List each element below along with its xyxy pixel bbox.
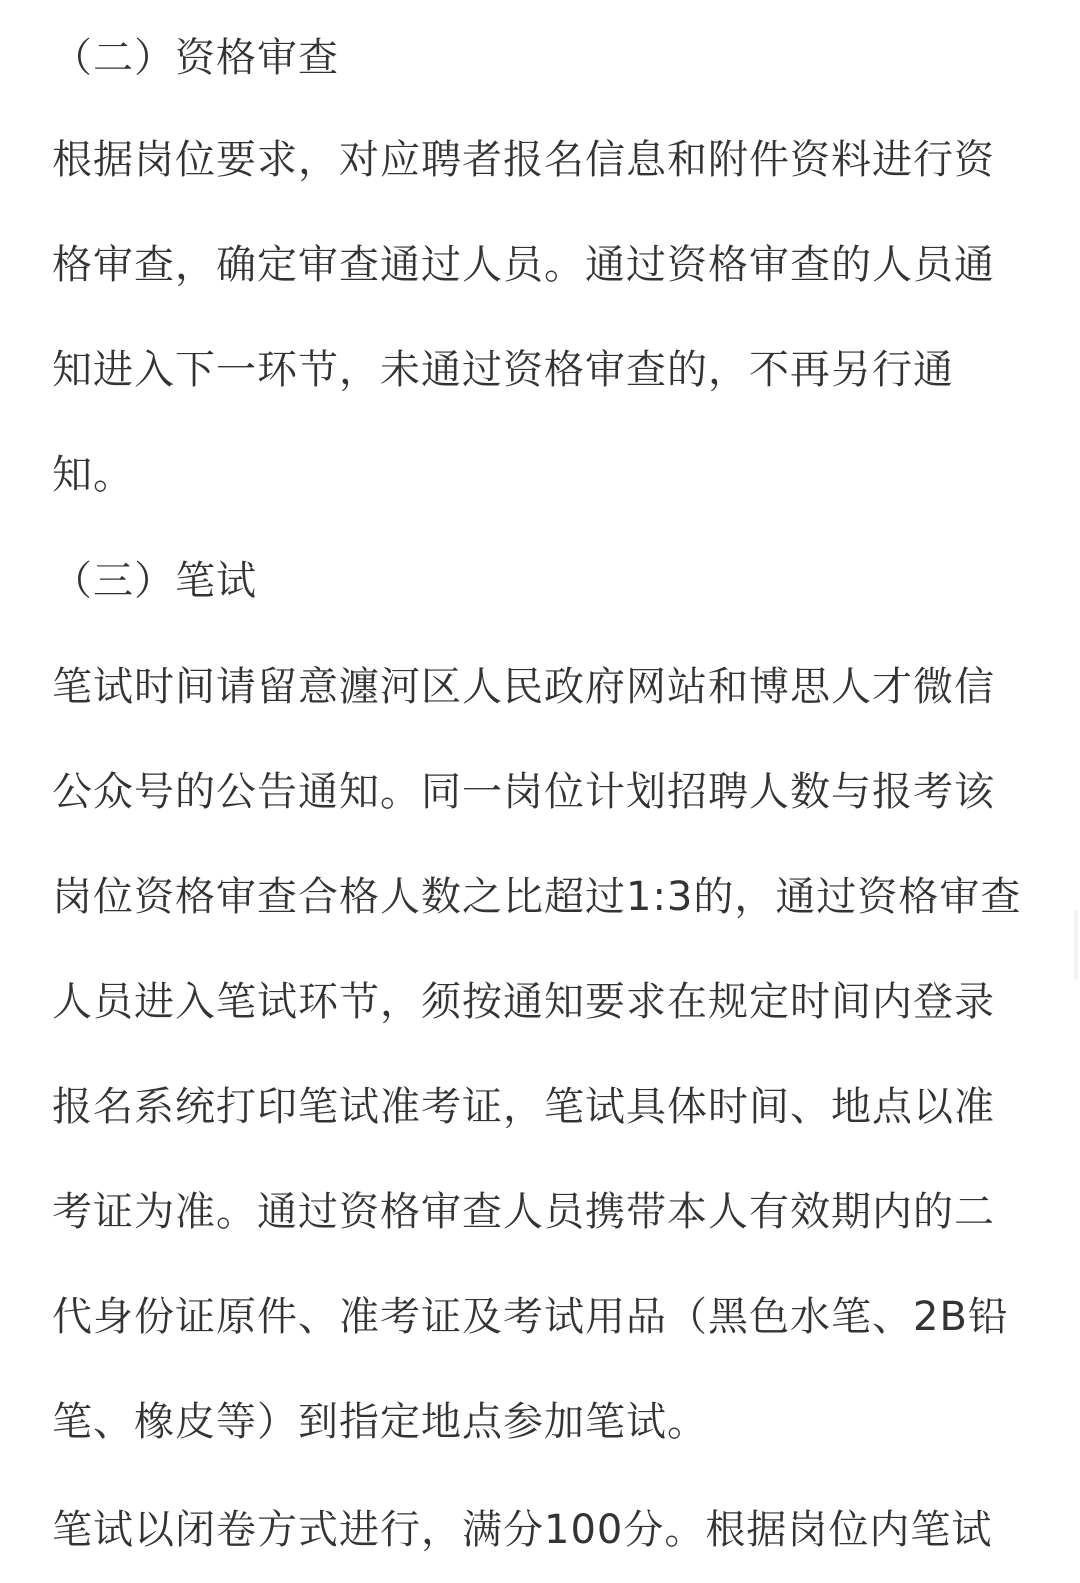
paragraph-line: 笔试以闭卷方式进行，满分100分。根据岗位内笔试 <box>52 1507 993 1553</box>
paragraph-written-exam <box>52 635 1042 1475</box>
paragraph-line: 笔、橡皮等）到指定地点参加笔试。 <box>52 1399 708 1445</box>
paragraph-line: 考证为准。通过资格审查人员携带本人有效期内的二 <box>52 1189 995 1235</box>
scrollbar-thumb[interactable] <box>1074 910 1078 980</box>
paragraph-line: 代身份证原件、准考证及考试用品（黑色水笔、2B铅 <box>52 1294 1009 1340</box>
paragraph-line: 知进入下一环节，未通过资格审查的，不再另行通 <box>52 347 954 393</box>
paragraph-line: 根据岗位要求，对应聘者报名信息和附件资料进行资 <box>52 137 995 183</box>
paragraph-line: 笔试时间请留意瀍河区人民政府网站和博思人才微信 <box>52 664 995 710</box>
section-heading-qualification-review: （二）资格审查 <box>52 35 339 81</box>
paragraph-line: 报名系统打印笔试准考证，笔试具体时间、地点以准 <box>52 1084 995 1130</box>
paragraph-line: 岗位资格审查合格人数之比超过1:3的，通过资格审查 <box>52 874 1022 920</box>
paragraph-exam-scoring <box>52 1478 1042 1583</box>
paragraph-line: 公众号的公告通知。同一岗位计划招聘人数与报考该 <box>52 769 995 815</box>
section-heading-written-exam: （三）笔试 <box>52 558 257 604</box>
paragraph-line: 格审查，确定审查通过人员。通过资格审查的人员通 <box>52 242 995 288</box>
paragraph-line: 人员进入笔试环节，须按通知要求在规定时间内登录 <box>52 979 995 1025</box>
paragraph-qualification-review <box>52 108 1042 528</box>
paragraph-line: 知。 <box>52 452 134 498</box>
